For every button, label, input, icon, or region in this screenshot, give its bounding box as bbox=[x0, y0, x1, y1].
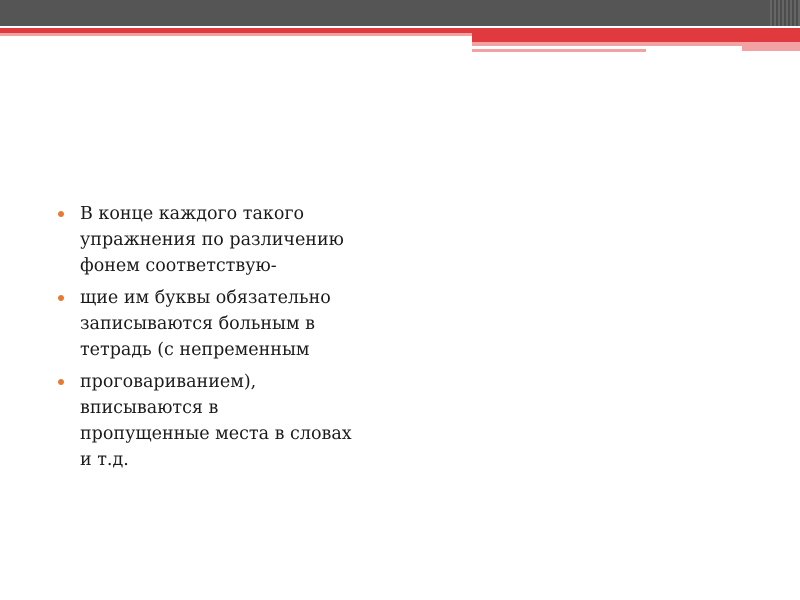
bullet-dot-icon bbox=[58, 379, 64, 385]
bullet-dot-icon bbox=[58, 295, 64, 301]
pink-stripe-right-1 bbox=[472, 42, 742, 46]
pink-stripe-right-2 bbox=[742, 42, 800, 51]
bullet-text: проговариванием), вписываются в пропущенные места в словах и т.д. bbox=[80, 372, 352, 470]
bullet-item bbox=[56, 285, 396, 363]
bullet-item bbox=[56, 201, 396, 279]
bullet-text: В конце каждого такого упражнения по различению фонем соответствую- bbox=[80, 204, 344, 276]
pink-stripe-right-3 bbox=[472, 49, 646, 52]
slide-content bbox=[56, 201, 396, 479]
bullet-dot-icon bbox=[58, 211, 64, 217]
bullet-list bbox=[56, 201, 396, 473]
bullet-text: щие им буквы обязательно записываются больным в тетрадь (с непременным bbox=[80, 288, 331, 360]
header-bar-texture bbox=[770, 0, 800, 26]
pink-stripe-left bbox=[0, 33, 472, 36]
bullet-item bbox=[56, 369, 396, 473]
red-stripe-right bbox=[472, 28, 800, 42]
header-bar bbox=[0, 0, 800, 26]
